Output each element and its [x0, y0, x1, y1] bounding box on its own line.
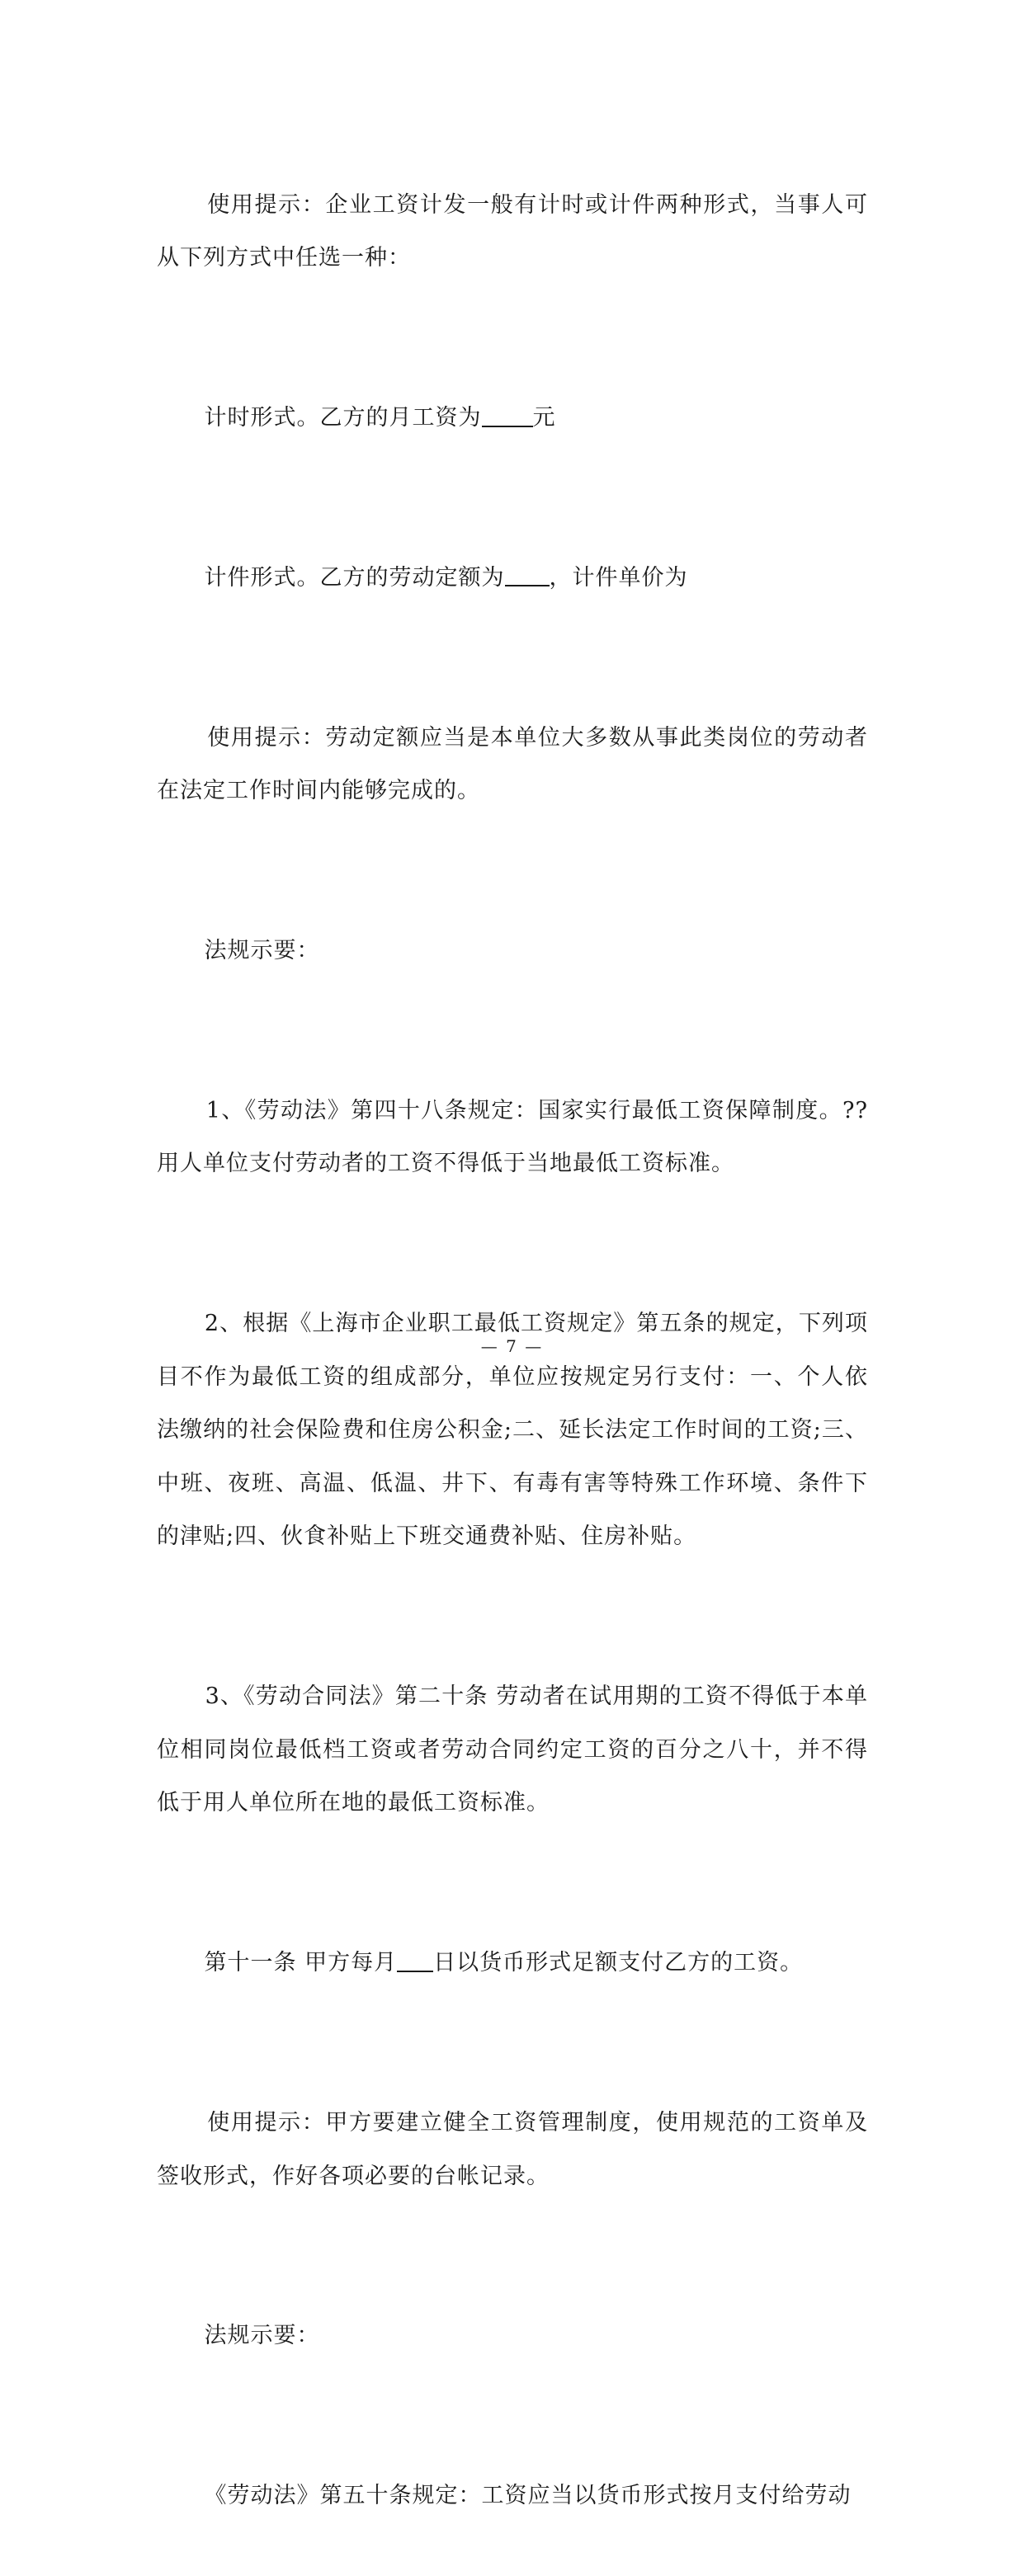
- paragraph-text-after: ，计件单价为: [549, 564, 688, 591]
- paragraph-text: 使用提示：劳动定额应当是本单位大多数从事此类岗位的劳动者在法定工作时间内能够完成的。: [157, 724, 869, 804]
- paragraph-text: 使用提示：甲方要建立健全工资管理制度，使用规范的工资单及签收形式，作好各项必要的台帐记录。: [157, 2109, 869, 2189]
- paragraph-text-before: 第十一条 甲方每月: [204, 1950, 398, 1976]
- paragraph-text: 使用提示：企业工资计发一般有计时或计件两种形式，当事人可从下列方式中任选一种：: [157, 191, 869, 271]
- paragraph-text-after: 元: [532, 404, 556, 431]
- paragraph-usage-tip-wage-forms: [157, 125, 868, 338]
- paragraph-text: 《劳动法》第五十条规定：工资应当以货币形式按月支付给劳动: [204, 2483, 852, 2509]
- paragraph-text: 法规示要：: [204, 2323, 320, 2349]
- paragraph-piece-based-wage: [157, 498, 868, 658]
- paragraph-text-before: 计件形式。乙方的劳动定额为: [204, 564, 505, 591]
- paragraph-text-after: 日以货币形式足额支付乙方的工资。: [433, 1950, 804, 1976]
- paragraph-legal-note-2: [157, 1244, 868, 1617]
- paragraph-text-before: 计时形式。乙方的月工资为: [204, 404, 482, 431]
- pay-day-blank: [397, 1947, 433, 1972]
- paragraph-text: 1、《劳动法》第四十八条规定：国家实行最低工资保障制度。??用人单位支付劳动者的工资不得低于当地最低工资标准。: [157, 1097, 868, 1177]
- labor-quota-blank: [505, 562, 550, 586]
- page-number: — 7 —: [480, 1336, 544, 1356]
- paragraph-text: 法规示要：: [204, 937, 320, 963]
- paragraph-usage-tip-payroll: [157, 2043, 868, 2256]
- paragraph-article-11: [157, 1884, 868, 2044]
- paragraph-text: 2、根据《上海市企业职工最低工资规定》第五条的规定，下列项目不作为最低工资的组成部分，单位应按规定另行支付：一、个人依法缴纳的社会保险费和住房公积金;二、延长法定工作时间的工资;三、中班、夜班、高温、低温、井下、有毒有害等特殊工作环境、条件下的津贴;四、伙食补贴上下班交通费补贴、住房补贴。: [157, 1311, 868, 1550]
- paragraph-legal-note-3: [157, 1618, 868, 1884]
- paragraph-labor-law-article-50: [157, 2417, 868, 2576]
- paragraph-usage-tip-quota: [157, 658, 868, 871]
- paragraph-legal-note-heading-2: [157, 2257, 868, 2417]
- paragraph-legal-note-heading: [157, 871, 868, 1031]
- paragraph-text: 3、《劳动合同法》第二十条 劳动者在试用期的工资不得低于本单位相同岗位最低档工资或者劳动合同约定工资的百分之八十，并不得低于用人单位所在地的最低工资标准。: [157, 1684, 869, 1816]
- paragraph-time-based-wage: [157, 338, 868, 498]
- monthly-wage-blank: [482, 402, 533, 426]
- paragraph-legal-note-1: [157, 1031, 868, 1244]
